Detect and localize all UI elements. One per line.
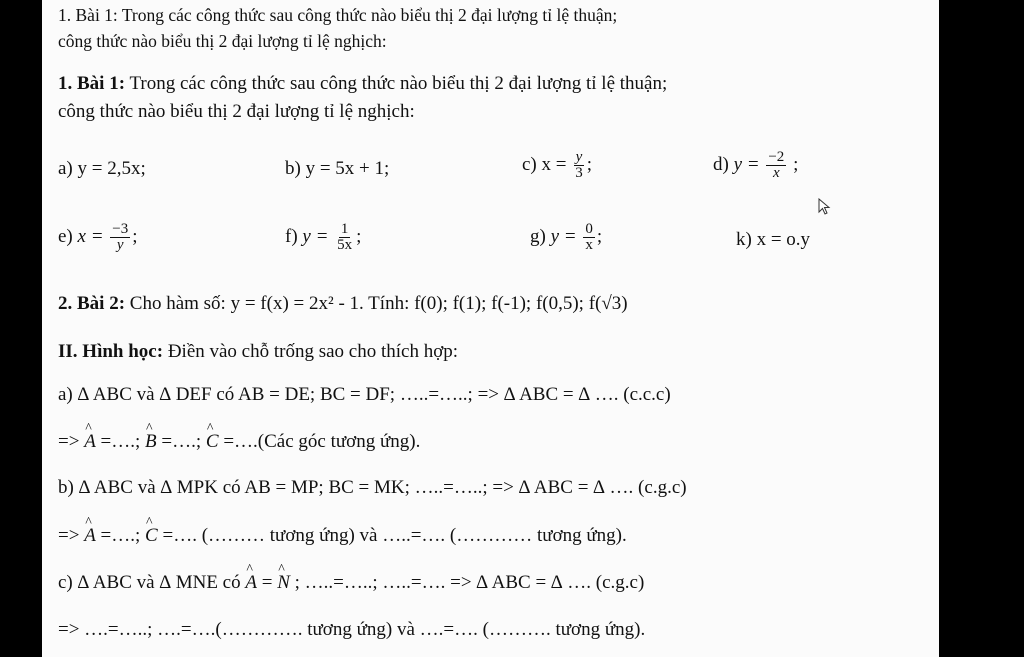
duplicated-title-line-1: 1. Bài 1: Trong các công thức sau công thức nào biểu thị 2 đại lượng tỉ lệ thuận; <box>58 5 618 25</box>
angle-c-hat: ^ C <box>206 431 219 453</box>
formula-d-lhs: y = <box>733 153 760 175</box>
formula-b-text: y = 5x + 1; <box>305 158 390 179</box>
formula-e-lhs: x = <box>77 225 104 247</box>
formula-b <box>285 158 389 180</box>
formula-g-lhs: y = <box>550 225 577 247</box>
formula-f-fraction: $\frac{1}{5x}$ <box>337 221 353 253</box>
angle-a-hat: ^ A <box>245 572 257 594</box>
bai2-label: 2. Bài 2: <box>58 293 126 314</box>
angle-b-hat: ^ B <box>145 431 157 453</box>
formula-c-fraction: $\frac{y}{3}$ <box>575 149 583 181</box>
formula-c: c) x = $\frac{y}{3}$ ; <box>522 149 593 181</box>
formula-g-label: g) <box>530 225 546 247</box>
bai1-line-1 <box>58 73 667 95</box>
formula-d-label: d) <box>713 153 729 175</box>
formula-f: f) y = $\frac{1}{5x}$ ; <box>285 221 362 253</box>
formula-c-label: c) <box>522 153 537 175</box>
formula-g-fraction: $\frac{0}{x}$ <box>585 221 593 253</box>
formula-e-fraction: $\frac{-3}{y}$ <box>112 221 129 253</box>
formula-k <box>736 229 810 251</box>
formula-f-label: f) <box>285 225 298 247</box>
bai1-text: Trong các công thức sau công thức nào biểu thị 2 đại lượng tỉ lệ thuận; <box>125 73 668 94</box>
formula-c-lhs: x = <box>541 153 567 175</box>
bai2-text: Cho hàm số: y = f(x) = 2x² - 1. Tính: f(0); f(1); f(-1); f(0,5); f(√3) <box>125 293 628 314</box>
formula-k-label: k) <box>736 229 752 250</box>
formula-e: e) x = $\frac{-3}{y}$ ; <box>58 221 138 253</box>
formula-g: g) y = $\frac{0}{x}$ ; <box>530 221 603 253</box>
item-b-line-2: => ^ A =….; ^ C =…. (……… tương ứng) và …..=…. (………… tương ứng). <box>58 525 627 547</box>
item-a-line-2: => ^ A =….; ^ B =….; ^ C =….(Các góc tương ứng). <box>58 431 420 453</box>
item-b-line-1: b) ∆ ABC và ∆ MPK có AB = MP; BC = MK; …..=…..; => ∆ ABC = ∆ …. (c.g.c) <box>58 477 687 498</box>
bai2-line <box>58 293 628 315</box>
item-c-line-2: => ….=…..; ….=….(…………. tương ứng) và ….=…. (………. tương ứng). <box>58 619 646 640</box>
formula-d: d) y = $\frac{-2}{x}$ ; <box>713 149 799 181</box>
duplicated-title-line-2: công thức nào biểu thị 2 đại lượng tỉ lệ nghịch: <box>58 31 387 51</box>
formula-e-label: e) <box>58 225 73 247</box>
bai1-line-2: công thức nào biểu thị 2 đại lượng tỉ lệ nghịch: <box>58 101 415 122</box>
angle-a-hat: ^ A <box>84 525 96 547</box>
formula-a <box>58 158 146 180</box>
hinh-hoc-text: Điền vào chỗ trống sao cho thích hợp: <box>163 341 459 362</box>
formula-k-text: x = o.y <box>756 229 811 250</box>
item-a-line-1: a) ∆ ABC và ∆ DEF có AB = DE; BC = DF; …..=…..; => ∆ ABC = ∆ …. (c.c.c) <box>58 384 671 405</box>
document-page <box>42 0 939 657</box>
formula-b-label: b) <box>285 158 301 179</box>
hinh-hoc-heading <box>58 341 458 363</box>
formula-d-fraction: $\frac{-2}{x}$ <box>768 149 785 181</box>
angle-n-hat: ^ N <box>277 572 290 594</box>
mouse-cursor-icon <box>818 198 832 216</box>
hinh-hoc-label: II. Hình học: <box>58 341 164 362</box>
formula-f-lhs: y = <box>302 225 329 247</box>
angle-a-hat: ^ A <box>84 431 96 453</box>
bai1-label: 1. Bài 1: <box>58 73 126 94</box>
formula-a-text: y = 2,5x; <box>77 158 146 179</box>
item-c-line-1: c) ∆ ABC và ∆ MNE có ^ A = ^ N ; …..=…..; …..=…. => ∆ ABC = ∆ …. (c.g.c) <box>58 572 644 594</box>
angle-c-hat: ^ C <box>145 525 158 547</box>
formula-a-label: a) <box>58 158 73 179</box>
